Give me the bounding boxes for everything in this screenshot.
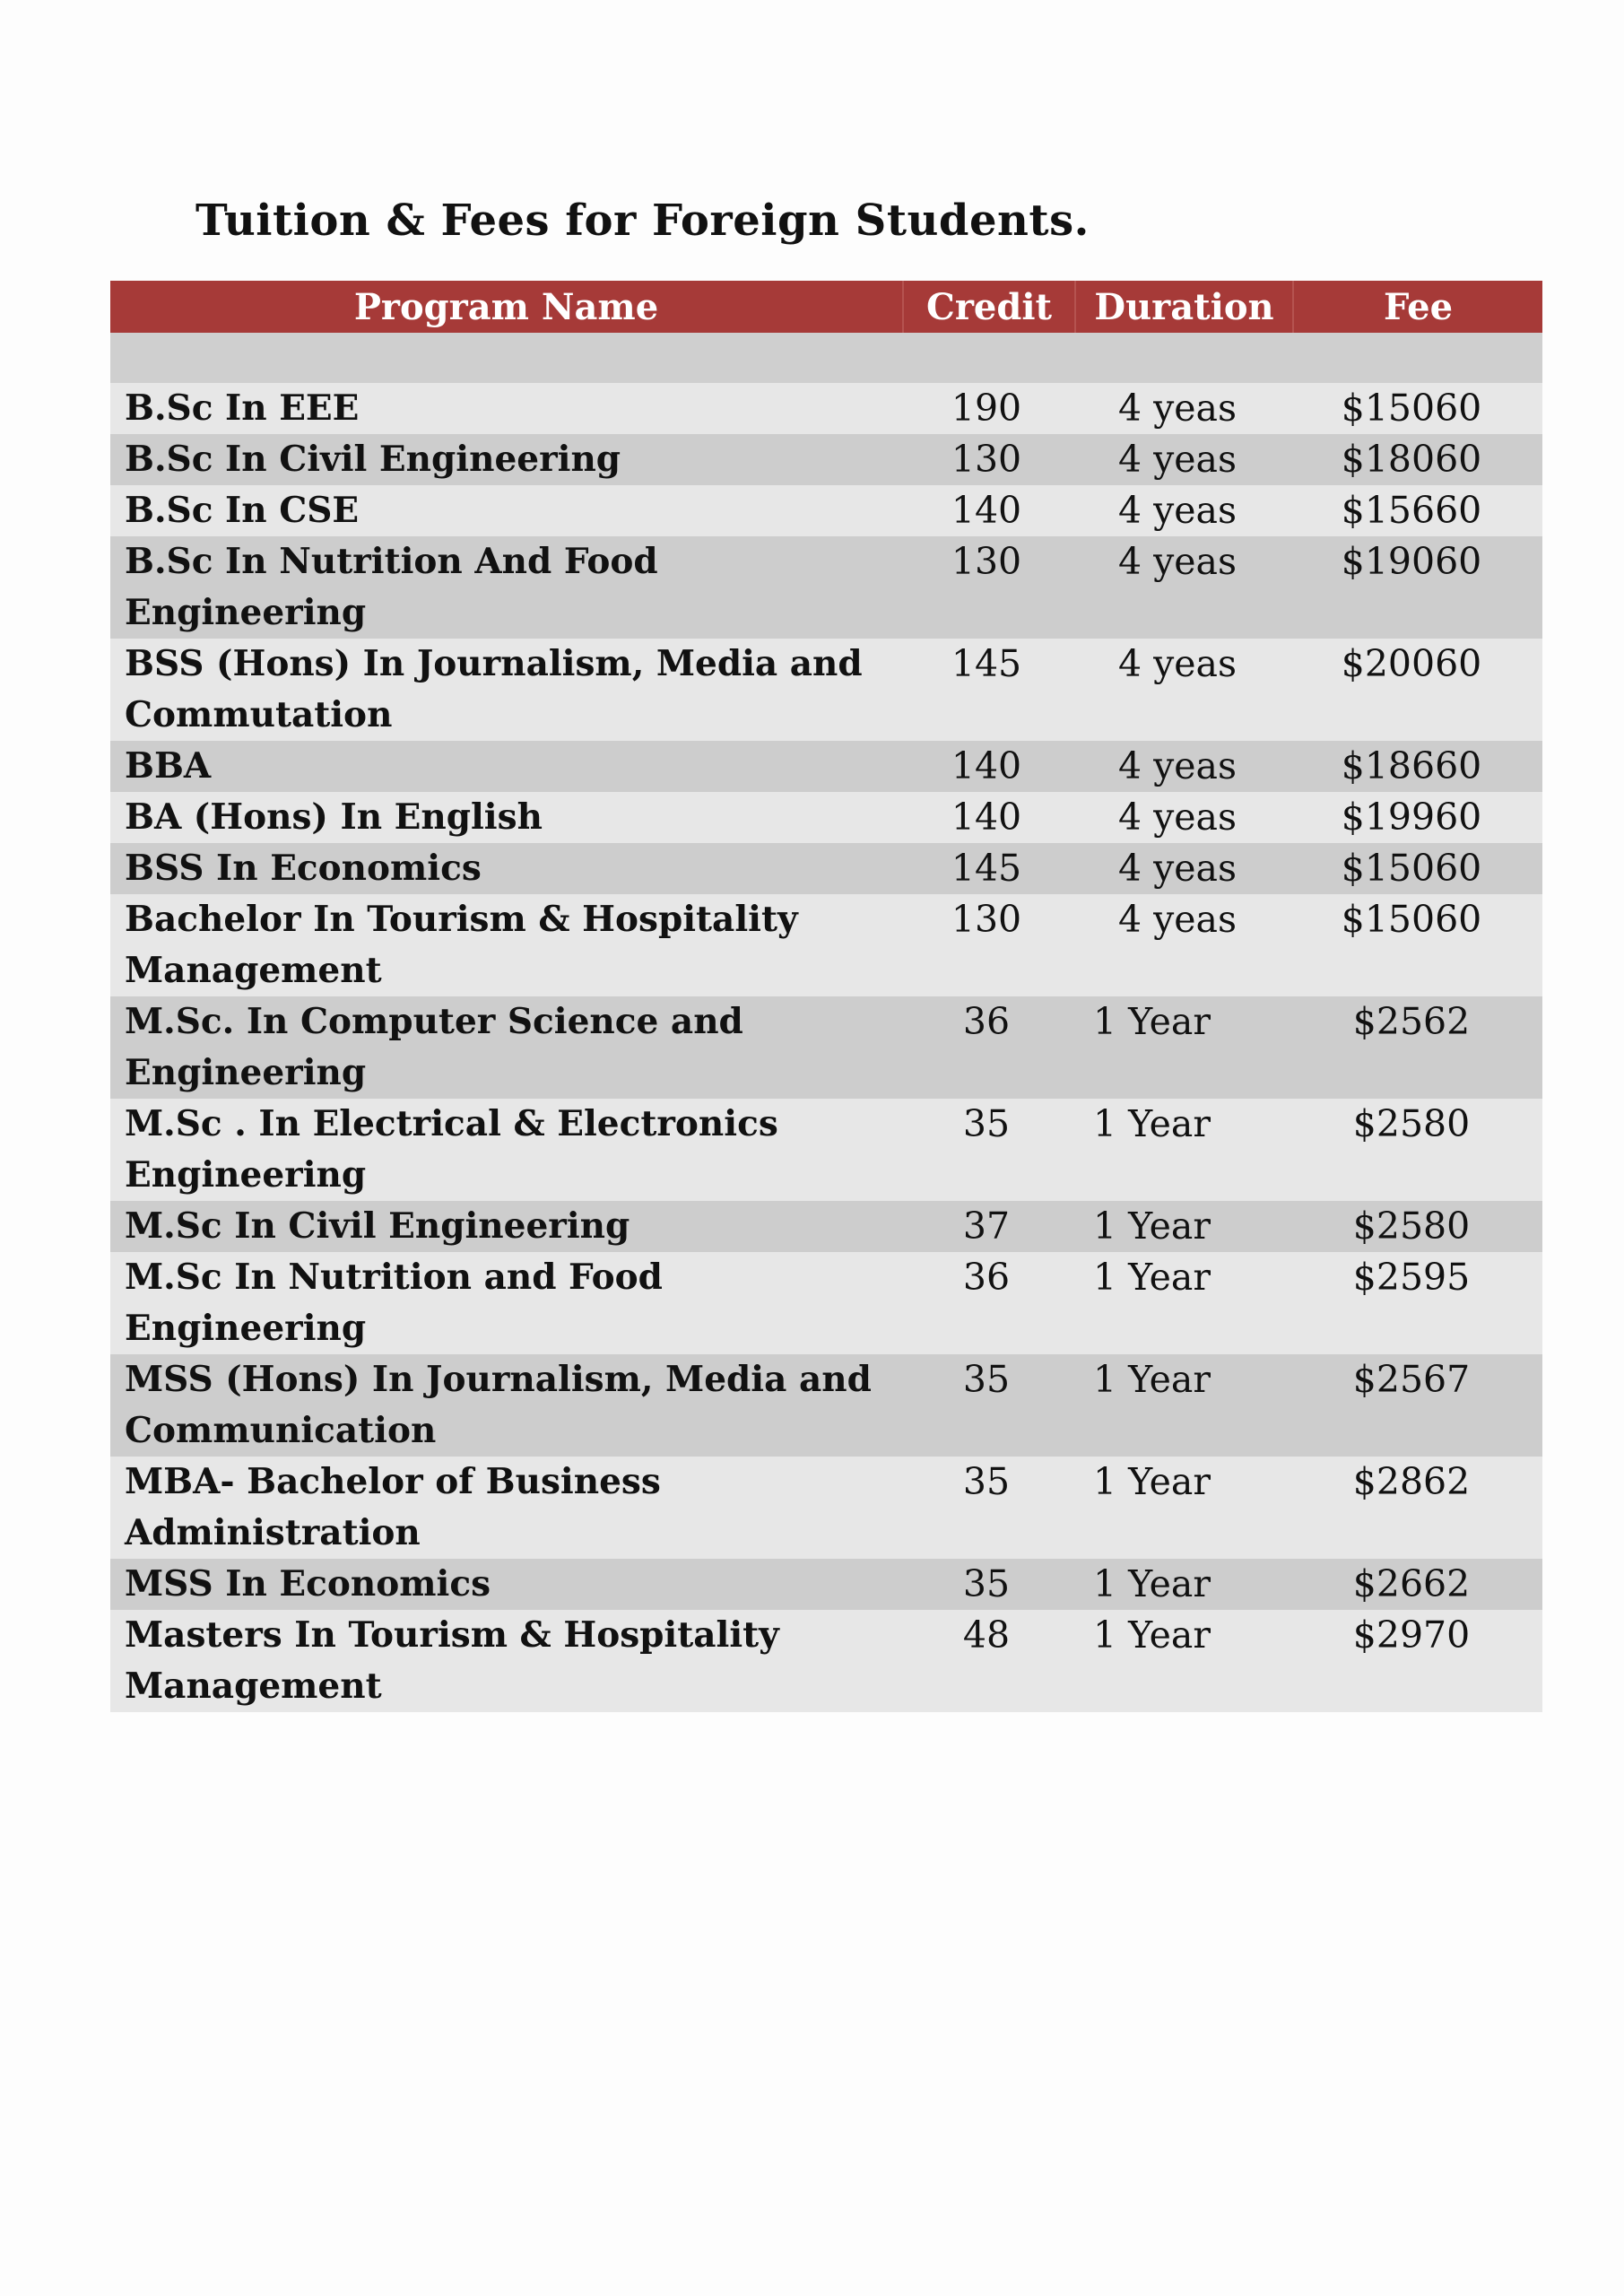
fee-cell: $2562 [1293, 996, 1542, 1099]
table-row [110, 1201, 1542, 1252]
table-row [110, 894, 1542, 996]
table-header-row [110, 281, 1542, 333]
table-row [110, 1610, 1542, 1712]
credit-cell: 35 [903, 1457, 1075, 1559]
duration-cell: 4 yeas [1075, 536, 1293, 639]
table-row [110, 536, 1542, 639]
fees-table [110, 281, 1542, 1712]
fee-cell: $2862 [1293, 1457, 1542, 1559]
duration-cell: 4 yeas [1075, 639, 1293, 741]
table-row [110, 792, 1542, 843]
fee-cell: $2970 [1293, 1610, 1542, 1712]
credit-cell: 36 [903, 1252, 1075, 1354]
credit-cell: 35 [903, 1559, 1075, 1610]
program-name-cell: M.Sc . In Electrical & Electronics Engineering [110, 1099, 903, 1201]
credit-cell: 130 [903, 536, 1075, 639]
fee-cell: $15060 [1293, 843, 1542, 894]
table-row [110, 843, 1542, 894]
header-program-name: Program Name [110, 281, 903, 333]
credit-cell: 48 [903, 1610, 1075, 1712]
credit-cell: 145 [903, 639, 1075, 741]
fee-cell: $2595 [1293, 1252, 1542, 1354]
fee-cell: $19960 [1293, 792, 1542, 843]
credit-cell: 35 [903, 1354, 1075, 1457]
spacer-row [110, 333, 1542, 383]
duration-cell: 4 yeas [1075, 485, 1293, 536]
duration-cell: 4 yeas [1075, 894, 1293, 996]
duration-cell: 1 Year [1075, 1099, 1293, 1201]
credit-cell: 35 [903, 1099, 1075, 1201]
header-fee: Fee [1293, 281, 1542, 333]
program-name-cell: MBA- Bachelor of Business Administration [110, 1457, 903, 1559]
credit-cell: 140 [903, 792, 1075, 843]
credit-cell: 130 [903, 434, 1075, 485]
duration-cell: 1 Year [1075, 1354, 1293, 1457]
fee-cell: $15660 [1293, 485, 1542, 536]
credit-cell: 190 [903, 383, 1075, 434]
fee-cell: $15060 [1293, 383, 1542, 434]
program-name-cell: B.Sc In CSE [110, 485, 903, 536]
program-name-cell: B.Sc In Nutrition And Food Engineering [110, 536, 903, 639]
duration-cell: 1 Year [1075, 1252, 1293, 1354]
credit-cell: 130 [903, 894, 1075, 996]
page-title: Tuition & Fees for Foreign Students. [195, 196, 1090, 246]
duration-cell: 4 yeas [1075, 792, 1293, 843]
program-name-cell: M.Sc In Nutrition and Food Engineering [110, 1252, 903, 1354]
fee-cell: $2580 [1293, 1099, 1542, 1201]
table-row [110, 485, 1542, 536]
table-row [110, 1559, 1542, 1610]
header-duration: Duration [1075, 281, 1293, 333]
program-name-cell: M.Sc. In Computer Science and Engineering [110, 996, 903, 1099]
duration-cell: 4 yeas [1075, 843, 1293, 894]
credit-cell: 37 [903, 1201, 1075, 1252]
program-name-cell: B.Sc In Civil Engineering [110, 434, 903, 485]
duration-cell: 1 Year [1075, 1610, 1293, 1712]
duration-cell: 1 Year [1075, 996, 1293, 1099]
duration-cell: 4 yeas [1075, 383, 1293, 434]
table-row [110, 639, 1542, 741]
table-row [110, 434, 1542, 485]
fee-cell: $2662 [1293, 1559, 1542, 1610]
table-row [110, 741, 1542, 792]
table-row [110, 1354, 1542, 1457]
duration-cell: 1 Year [1075, 1559, 1293, 1610]
credit-cell: 145 [903, 843, 1075, 894]
table-row [110, 996, 1542, 1099]
program-name-cell: BA (Hons) In English [110, 792, 903, 843]
duration-cell: 4 yeas [1075, 741, 1293, 792]
program-name-cell: Masters In Tourism & Hospitality Management [110, 1610, 903, 1712]
fee-cell: $2580 [1293, 1201, 1542, 1252]
fee-cell: $15060 [1293, 894, 1542, 996]
table-row [110, 1457, 1542, 1559]
program-name-cell: MSS In Economics [110, 1559, 903, 1610]
program-name-cell: BBA [110, 741, 903, 792]
fee-cell: $2567 [1293, 1354, 1542, 1457]
table-row [110, 1252, 1542, 1354]
header-credit: Credit [903, 281, 1075, 333]
fee-cell: $18660 [1293, 741, 1542, 792]
program-name-cell: BSS In Economics [110, 843, 903, 894]
fee-cell: $19060 [1293, 536, 1542, 639]
duration-cell: 1 Year [1075, 1457, 1293, 1559]
program-name-cell: BSS (Hons) In Journalism, Media and Commutation [110, 639, 903, 741]
fee-cell: $20060 [1293, 639, 1542, 741]
credit-cell: 140 [903, 741, 1075, 792]
fee-cell: $18060 [1293, 434, 1542, 485]
program-name-cell: Bachelor In Tourism & Hospitality Management [110, 894, 903, 996]
program-name-cell: MSS (Hons) In Journalism, Media and Communication [110, 1354, 903, 1457]
table-row [110, 1099, 1542, 1201]
credit-cell: 140 [903, 485, 1075, 536]
duration-cell: 4 yeas [1075, 434, 1293, 485]
duration-cell: 1 Year [1075, 1201, 1293, 1252]
program-name-cell: B.Sc In EEE [110, 383, 903, 434]
credit-cell: 36 [903, 996, 1075, 1099]
table-row [110, 383, 1542, 434]
program-name-cell: M.Sc In Civil Engineering [110, 1201, 903, 1252]
